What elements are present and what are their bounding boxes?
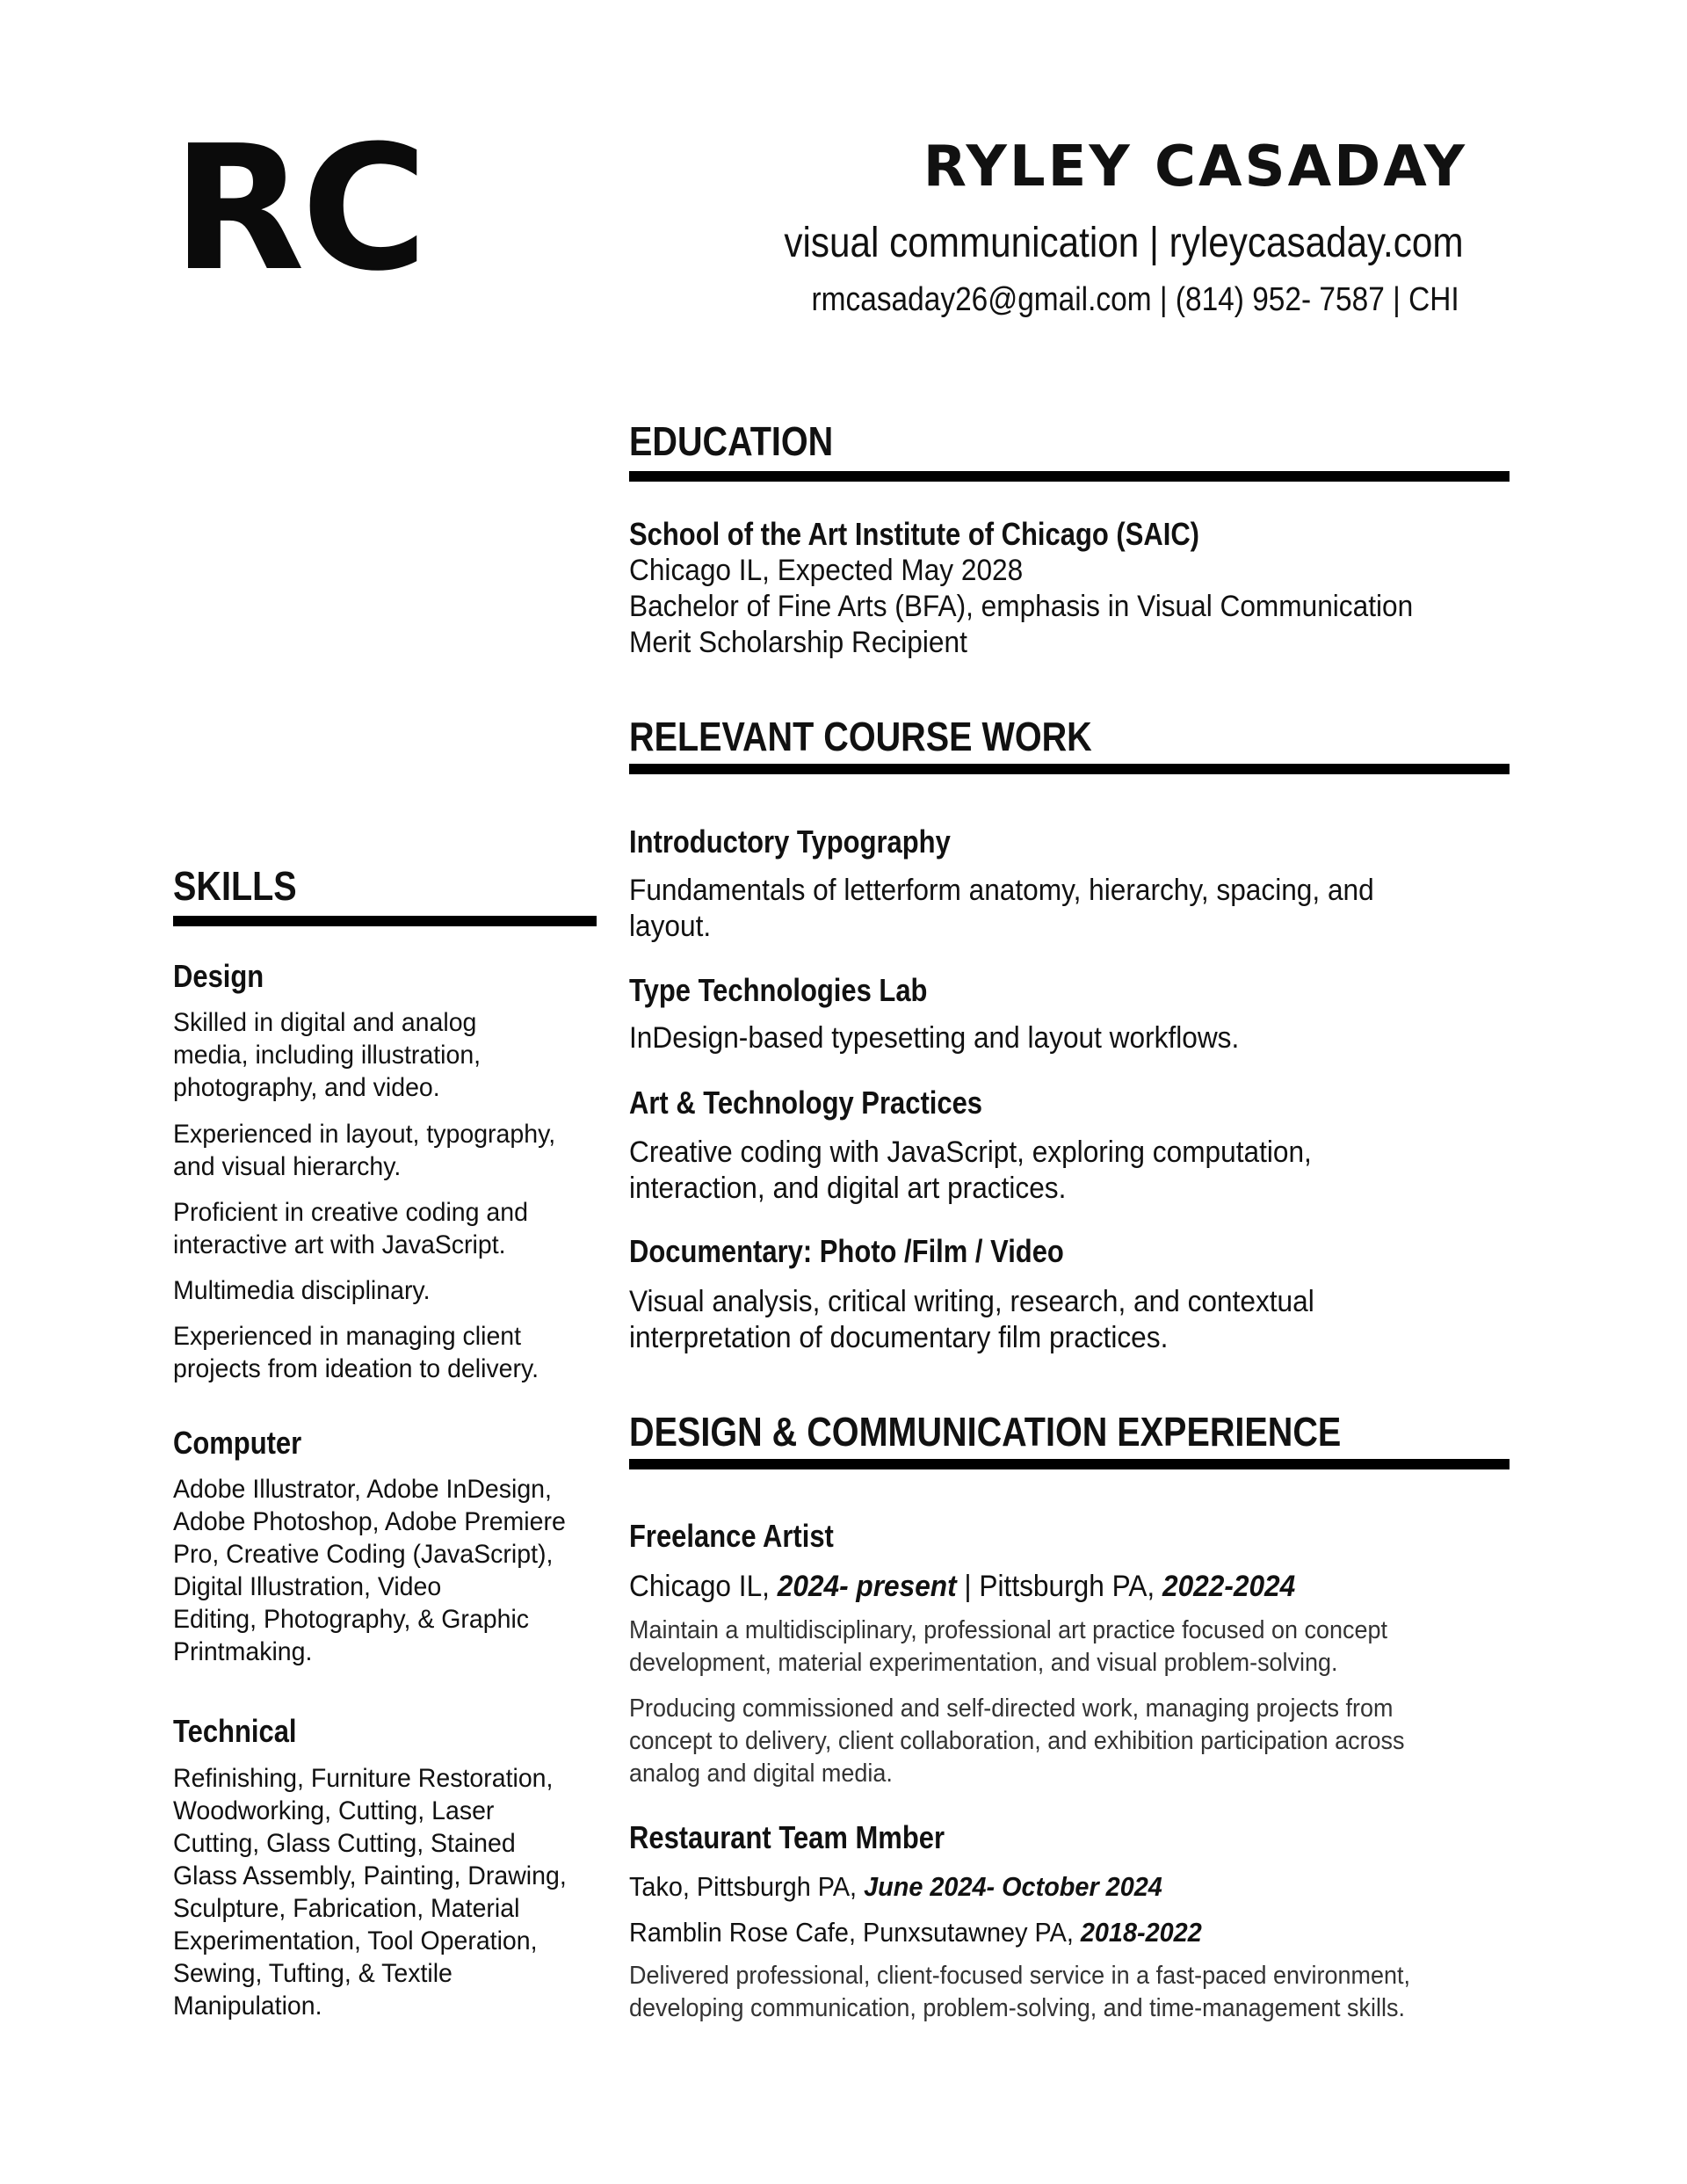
job-location-line (629, 1868, 1446, 1905)
course-title (629, 972, 1508, 1008)
education-details (629, 553, 1508, 661)
skills-design-item (173, 1274, 595, 1307)
job-location (629, 1914, 1508, 1950)
course-desc (629, 873, 1508, 945)
course-desc (629, 1020, 1508, 1056)
job-title (629, 1819, 1508, 1855)
education-line: Bachelor of Fine Arts (BFA), emphasis in Visual Communication (629, 590, 1414, 623)
skills-design-item (173, 1118, 595, 1183)
job-location-line (629, 1914, 1446, 1950)
location: Tako, Pittsburgh PA, (629, 1871, 865, 1902)
education-section (629, 418, 1508, 464)
skills-technical-list (173, 1762, 595, 2022)
skill-line: Experienced in layout, typography, (173, 1120, 556, 1149)
coursework-section (629, 716, 1508, 757)
skill-line: Printmaking. (173, 1637, 313, 1666)
skill-line: Sewing, Tufting, & Textile (173, 1959, 453, 1988)
job-description (629, 1960, 1508, 2025)
section-rule (629, 1459, 1510, 1469)
job-desc-line: Delivered professional, client-focused service in a fast-paced environment, (629, 1962, 1410, 1990)
job-role: Restaurant Team Mmber (629, 1819, 945, 1855)
course-title (629, 826, 1508, 858)
course-desc (629, 1284, 1508, 1356)
job-description (629, 1614, 1508, 1680)
section-title-experience: DESIGN & COMMUNICATION EXPERIENCE (629, 1409, 1342, 1455)
skills-design-item (173, 1320, 595, 1385)
job-title (629, 1520, 1508, 1552)
course-desc-line: InDesign-based typesetting and layout workflows. (629, 1021, 1240, 1055)
skill-line: Proficient in creative coding and (173, 1198, 528, 1227)
monogram-logo: RC (172, 109, 424, 309)
dates: 2022-2024 (1162, 1570, 1296, 1603)
job-desc-line: Maintain a multidisciplinary, professional art practice focused on concept (629, 1616, 1387, 1644)
section-title-coursework: RELEVANT COURSE WORK (629, 714, 1092, 759)
skill-line: projects from ideation to delivery. (173, 1354, 539, 1383)
experience-section (629, 1409, 1508, 1455)
skill-line: Adobe Illustrator, Adobe InDesign, (173, 1475, 552, 1504)
skill-line: Glass Assembly, Painting, Drawing, (173, 1861, 567, 1890)
dates: 2024- present (777, 1570, 957, 1603)
section-rule (629, 471, 1510, 482)
course-title (629, 1233, 1508, 1269)
education-entry (629, 516, 1508, 552)
job-desc-line: analog and digital media. (629, 1760, 893, 1788)
course-name: Introductory Typography (629, 824, 951, 860)
skills-subheading (173, 958, 595, 994)
section-rule (629, 764, 1510, 774)
skill-line: Refinishing, Furniture Restoration, (173, 1764, 554, 1793)
job-desc-line: developing communication, problem-solving, and time-management skills. (629, 1994, 1405, 2022)
skills-computer-list (173, 1473, 595, 1668)
skill-line: Editing, Photography, & Graphic (173, 1605, 530, 1634)
course-name: Type Technologies Lab (629, 972, 928, 1008)
course-name: Documentary: Photo /Film / Video (629, 1233, 1064, 1269)
applicant-name: RYLEY CASADAY (923, 134, 1467, 200)
skills-design-item (173, 1006, 595, 1104)
skills-design-item (173, 1196, 595, 1261)
course-title (629, 1087, 1508, 1119)
skill-line: Sculpture, Fabrication, Material (173, 1894, 520, 1923)
skill-line: Experienced in managing client (173, 1322, 522, 1351)
skill-line: Pro, Creative Coding (JavaScript), (173, 1540, 554, 1569)
course-desc-line: layout. (629, 910, 712, 943)
skills-subheading (173, 1713, 595, 1749)
skill-line: Experimentation, Tool Operation, (173, 1926, 538, 1955)
job-desc-line: Producing commissioned and self-directed work, managing projects from (629, 1694, 1394, 1723)
skills-design-heading: Design (173, 958, 264, 994)
dates: 2018-2022 (1080, 1917, 1202, 1948)
course-desc-line: Fundamentals of letterform anatomy, hierarchy, spacing, and (629, 874, 1374, 907)
course-desc-line: interaction, and digital art practices. (629, 1172, 1067, 1205)
job-desc-line: concept to delivery, client collaboration, and exhibition participation across (629, 1727, 1405, 1755)
skills-computer-heading: Computer (173, 1425, 302, 1461)
skill-line: Manipulation. (173, 1992, 322, 2021)
skills-section (173, 863, 595, 909)
course-desc-line: Creative coding with JavaScript, exploring computation, (629, 1136, 1312, 1169)
location: | Pittsburgh PA, (956, 1570, 1162, 1603)
skill-line: Woodworking, Cutting, Laser (173, 1796, 495, 1825)
education-line: Chicago IL, Expected May 2028 (629, 554, 1024, 587)
skill-line: Skilled in digital and analog (173, 1008, 477, 1037)
job-description (629, 1693, 1508, 1790)
skill-line: media, including illustration, (173, 1041, 481, 1070)
section-rule (173, 916, 597, 926)
skills-technical-heading: Technical (173, 1713, 297, 1749)
skill-line: Multimedia disciplinary. (173, 1276, 431, 1305)
location: Ramblin Rose Cafe, Punxsutawney PA, (629, 1917, 1081, 1948)
job-location (629, 1569, 1508, 1605)
contact-line: rmcasaday26@gmail.com | (814) 952- 7587 | CHI (811, 281, 1459, 318)
job-desc-line: development, material experimentation, and visual problem-solving. (629, 1649, 1338, 1677)
tagline: visual communication | ryleycasaday.com (784, 220, 1464, 266)
course-name: Art & Technology Practices (629, 1085, 983, 1121)
job-location (629, 1868, 1508, 1905)
course-desc (629, 1135, 1508, 1207)
skill-line: Adobe Photoshop, Adobe Premiere (173, 1507, 566, 1536)
dates: June 2024- October 2024 (864, 1871, 1162, 1902)
section-title-education: EDUCATION (629, 418, 834, 464)
location: Chicago IL, (629, 1570, 778, 1603)
course-desc-line: interpretation of documentary film practices. (629, 1321, 1169, 1354)
section-title-skills: SKILLS (173, 863, 297, 909)
school-name: School of the Art Institute of Chicago (SAIC) (629, 516, 1199, 552)
education-line: Merit Scholarship Recipient (629, 626, 967, 659)
course-desc-line: Visual analysis, critical writing, research, and contextual (629, 1285, 1314, 1318)
job-role: Freelance Artist (629, 1518, 834, 1554)
job-location-line (629, 1569, 1446, 1605)
skill-line: photography, and video. (173, 1073, 440, 1102)
skill-line: Cutting, Glass Cutting, Stained (173, 1829, 516, 1858)
skill-line: Digital Illustration, Video (173, 1572, 442, 1601)
skill-line: interactive art with JavaScript. (173, 1230, 506, 1259)
skills-subheading (173, 1427, 595, 1459)
skill-line: and visual hierarchy. (173, 1152, 402, 1181)
